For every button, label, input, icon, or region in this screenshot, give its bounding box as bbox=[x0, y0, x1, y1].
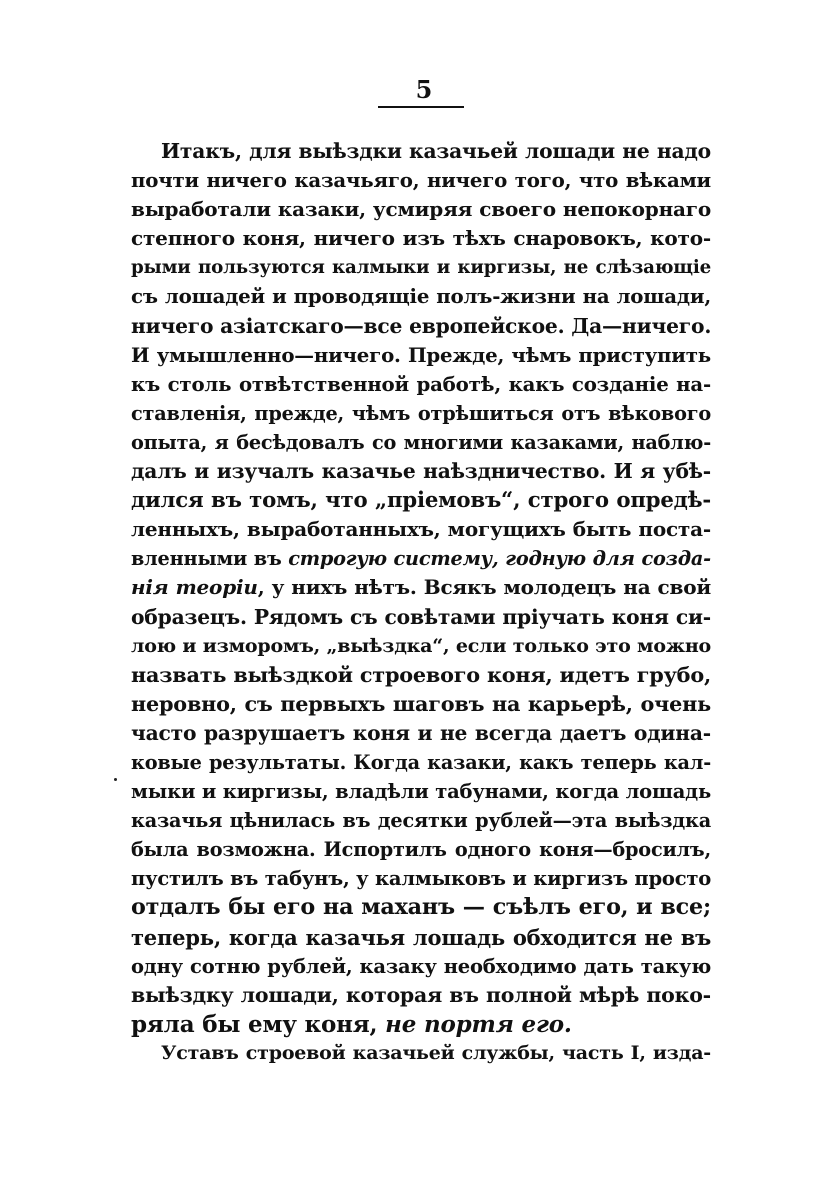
text-line bbox=[131, 544, 711, 573]
line-text: образецъ. Рядомъ съ совѣтами пріучать коня си- bbox=[131, 604, 711, 629]
text-line bbox=[131, 690, 711, 719]
text-line bbox=[131, 719, 711, 748]
line-text: одну сотню рублей, казаку необходимо дать такую bbox=[131, 954, 711, 978]
line-text: часто разрушаетъ коня и не всегда даетъ одина- bbox=[131, 720, 711, 745]
line-text: далъ и изучалъ казачье наѣздничество. И я убѣ- bbox=[131, 459, 711, 484]
line-text: Итакъ, для выѣздки казачьей лошади не надо bbox=[161, 139, 711, 163]
text-line bbox=[131, 893, 711, 922]
text-line bbox=[131, 399, 711, 428]
text-line bbox=[131, 312, 711, 341]
line-text: отдалъ бы его на маханъ — съѣлъ его, и все; bbox=[131, 894, 711, 921]
line-text: ставленія, прежде, чѣмъ отрѣшиться отъ вѣкового bbox=[131, 401, 711, 425]
text-line bbox=[131, 166, 711, 195]
text-line bbox=[131, 835, 711, 864]
line-text: ничего азіатскаго—все европейское. Да—ничего. bbox=[131, 313, 711, 338]
text-line bbox=[131, 1010, 711, 1039]
line-text: съ лошадей и проводящіе полъ-жизни на лошади, bbox=[131, 284, 711, 309]
line-text: Уставъ строевой казачьей службы, часть I, изда- bbox=[161, 1041, 711, 1064]
line-italic-text: нія теоріи bbox=[131, 575, 258, 600]
ink-speck bbox=[114, 778, 117, 781]
line-text: лою и изморомъ, „выѣздка“, если только это можно bbox=[131, 634, 711, 657]
text-line bbox=[131, 137, 711, 166]
line-italic-text: не портя его. bbox=[385, 1010, 572, 1038]
text-line bbox=[131, 341, 711, 370]
text-line bbox=[131, 428, 711, 457]
line-text: казачья цѣнилась въ десятки рублей—эта выѣздка bbox=[131, 809, 711, 833]
text-line bbox=[131, 923, 711, 952]
text-line bbox=[131, 224, 711, 253]
line-text: , у нихъ нѣтъ. Всякъ молодецъ на свой bbox=[257, 575, 711, 600]
line-text: рыми пользуются калмыки и киргизы, не слѣзающіе bbox=[131, 257, 711, 279]
line-text: неровно, съ первыхъ шаговъ на карьерѣ, очень bbox=[131, 691, 711, 716]
line-text: степного коня, ничего изъ тѣхъ снаровокъ, кото- bbox=[131, 226, 711, 251]
text-line bbox=[131, 981, 711, 1010]
text-line bbox=[131, 457, 711, 486]
line-text: теперь, когда казачья лошадь обходится не въ bbox=[131, 924, 711, 950]
text-line bbox=[131, 603, 711, 632]
line-text: выработали казаки, усмиряя своего непокорнаго bbox=[131, 197, 711, 222]
text-line bbox=[131, 486, 711, 515]
text-line bbox=[131, 195, 711, 224]
line-text: къ столь отвѣтственной работѣ, какъ созданіе на- bbox=[131, 371, 711, 396]
body-text bbox=[131, 137, 711, 1068]
line-text: ленныхъ, выработанныхъ, могущихъ быть поста- bbox=[131, 517, 711, 542]
text-line bbox=[131, 573, 711, 602]
line-text: выѣздку лошади, которая въ полной мѣрѣ поко- bbox=[131, 982, 711, 1007]
line-text: дился въ томъ, что „пріемовъ“, строго опредѣ- bbox=[131, 488, 711, 514]
line-italic-text: строгую систему, годную для созда- bbox=[288, 547, 711, 571]
line-text: пустилъ въ табунъ, у калмыковъ и киргизъ просто bbox=[131, 867, 711, 891]
text-line bbox=[131, 1039, 711, 1068]
page-number-rule bbox=[378, 106, 464, 108]
text-line bbox=[131, 253, 711, 282]
line-text: мыки и киргизы, владѣли табунами, когда лошадь bbox=[131, 780, 711, 804]
text-line bbox=[131, 777, 711, 806]
line-text: почти ничего казачьяго, ничего того, что вѣками bbox=[131, 168, 711, 193]
line-text: опыта, я бесѣдовалъ со многими казаками, наблю- bbox=[131, 430, 711, 454]
text-line bbox=[131, 661, 711, 690]
text-line bbox=[131, 806, 711, 835]
text-line bbox=[131, 282, 711, 311]
line-text: ковые результаты. Когда казаки, какъ теперь кал- bbox=[131, 750, 711, 774]
line-text: назвать выѣздкой строевого коня, идетъ грубо, bbox=[131, 662, 711, 687]
line-text: ряла бы ему коня, bbox=[131, 1010, 386, 1038]
text-line bbox=[131, 864, 711, 893]
line-text: вленными въ bbox=[131, 547, 289, 571]
text-line bbox=[131, 370, 711, 399]
line-text: была возможна. Испортилъ одного коня—бросилъ, bbox=[131, 838, 711, 862]
page-number: 5 bbox=[415, 75, 433, 104]
text-line bbox=[131, 952, 711, 981]
text-line bbox=[131, 632, 711, 661]
text-line bbox=[131, 748, 711, 777]
line-text: И умышленно—ничего. Прежде, чѣмъ приступить bbox=[131, 342, 711, 367]
text-line bbox=[131, 515, 711, 544]
